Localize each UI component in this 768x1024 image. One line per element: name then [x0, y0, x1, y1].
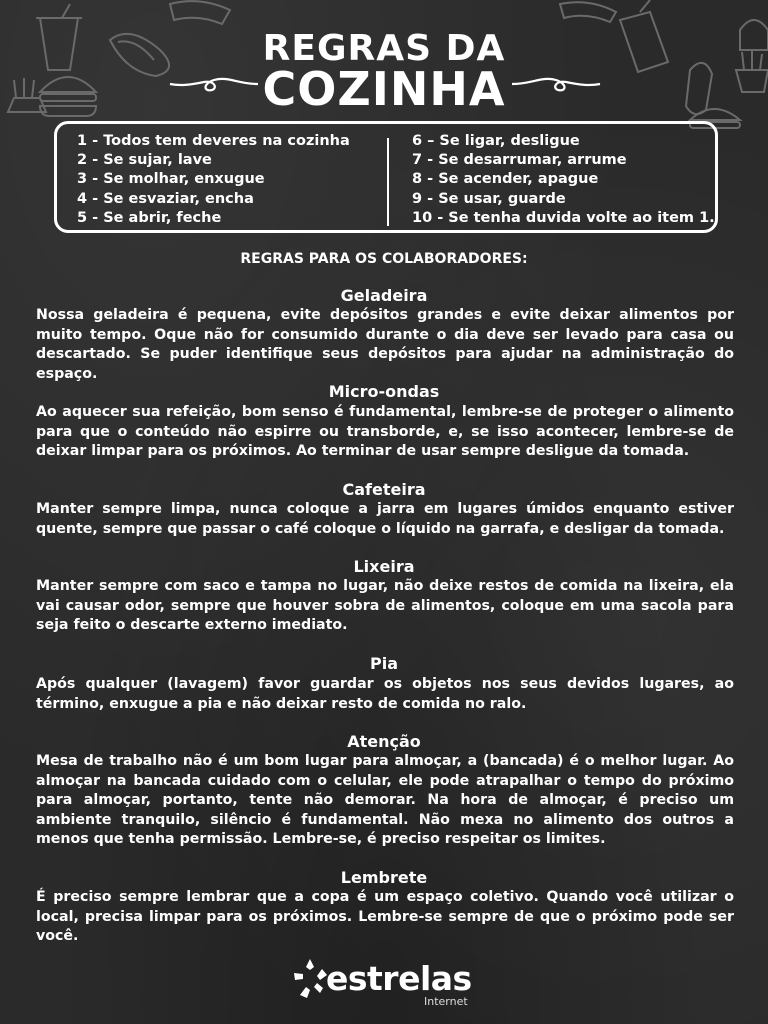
sandwich-right-icon	[560, 2, 616, 22]
rules-column-left	[77, 132, 350, 228]
section-title-atencao: Atenção	[347, 732, 421, 751]
rule-item: 10 - Se tenha duvida volte ao item 1.	[412, 209, 715, 226]
logo-name: estrelas	[326, 959, 472, 998]
star-burst-icon	[292, 957, 328, 1001]
section-title-pia: Pia	[369, 654, 398, 673]
page-title-line1: REGRAS DA	[262, 28, 506, 69]
section-body-cafeteira: Manter sempre limpa, nunca coloque a jarra em lugares úmidos enquanto estiver quente, sempre que passar o café coloque o líquido na garrafa, e desligar da tomada.	[36, 501, 734, 537]
rule-item: 1 - Todos tem deveres na cozinha	[77, 133, 350, 149]
rule-item: 5 - Se abrir, feche	[77, 209, 222, 226]
section-body-lembrete: É preciso sempre lembrar que a copa é um espaço coletivo. Quando você utilizar o local, precisa limpar para os próximos. Lembre-se sempre de que o próximo pode ser você.	[36, 889, 734, 944]
rule-item: 7 - Se desarrumar, arrume	[412, 152, 627, 169]
section-title-micro-ondas: Micro-ondas	[328, 382, 440, 401]
house-rules-box	[54, 121, 718, 233]
section-body-atencao: Mesa de trabalho não é um bom lugar para almoçar, a (bancada) é o melhor lugar. Ao almoçar na bancada cuidado com o celular, ele pode atrapalhar o tempo do próximo para almoçar, portanto, tente não demorar. Na hora de almoçar, é preciso um ambiente tranquilo, silêncio é fundamental. Não mexa no alimento dos outros a menos que tenha permissão. Lembre-se, é preciso respeitar os limites.	[36, 753, 734, 847]
rule-item: 2 - Se sujar, lave	[77, 152, 212, 169]
title-flourish-left	[168, 72, 260, 96]
section-title-lixeira: Lixeira	[353, 557, 415, 576]
rule-item: 3 - Se molhar, enxugue	[77, 171, 265, 188]
logo-subtitle: Internet	[424, 995, 468, 1008]
rule-item: 8 - Se acender, apague	[412, 171, 599, 188]
title-flourish-right	[510, 72, 602, 96]
rule-item: 6 – Se ligar, desligue	[412, 133, 580, 149]
rules-column-right	[412, 132, 715, 228]
section-body-lixeira: Manter sempre com saco e tampa no lugar, não deixe restos de comida na lixeira, ela vai causar odor, sempre que houver sobra de alimentos, coloque em uma sacola para seja feito o descarte externo imediato.	[36, 578, 734, 633]
section-body-pia: Após qualquer (lavagem) favor guardar os objetos nos seus devidos lugares, ao término, enxugue a pia e não deixar resto de comida no ralo.	[36, 676, 734, 712]
estrelas-logo	[292, 955, 472, 1011]
sandwich-icon	[170, 1, 230, 24]
section-body-micro-ondas: Ao aquecer sua refeição, bom senso é fundamental, lembre-se de proteger o alimento para que o conteúdo não espirre ou transborde, e, se isso acontecer, lembre-se de deixar limpar para os próximos. Ao terminar de usar sempre desligue da tomada.	[36, 404, 734, 459]
section-title-geladeira: Geladeira	[340, 286, 428, 305]
page-title-line2: COZINHA	[262, 62, 506, 116]
rule-item: 4 - Se esvaziar, encha	[77, 190, 254, 207]
section-title-lembrete: Lembrete	[340, 868, 428, 887]
rule-item: 9 - Se usar, guarde	[412, 190, 566, 207]
rules-divider	[387, 138, 389, 226]
section-body-geladeira: Nossa geladeira é pequena, evite depósitos grandes e evite deixar alimentos por muito tempo. Oque não for consumido durante o dia deve ser levado para casa ou descartado. Se puder identifique seus depósitos para ajudar na administração do espaço.	[36, 307, 734, 382]
section-title-cafeteira: Cafeteira	[342, 480, 426, 499]
collaborators-heading: REGRAS PARA OS COLABORADORES:	[240, 251, 528, 267]
